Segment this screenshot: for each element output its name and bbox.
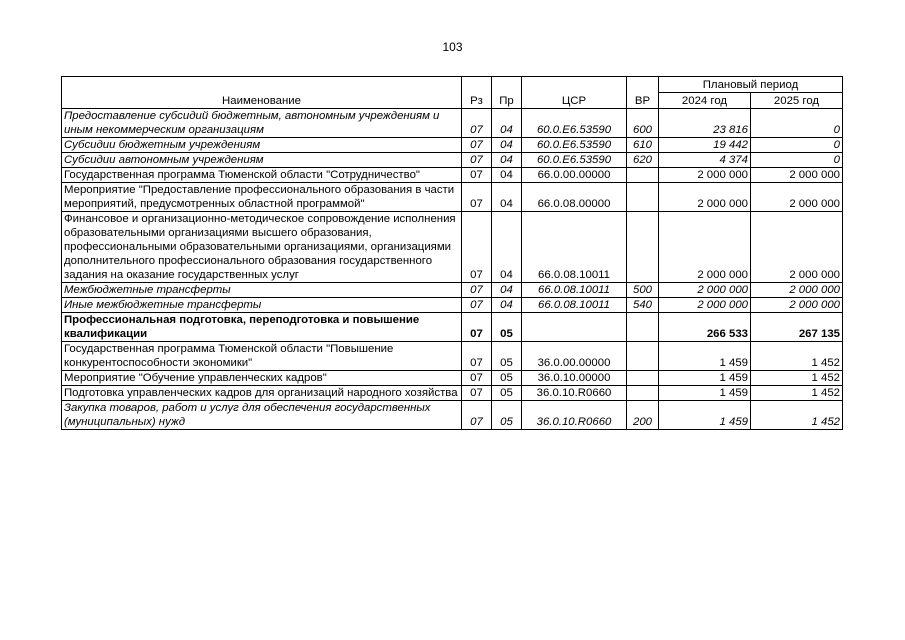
cell-2024: 19 442 xyxy=(659,138,751,153)
cell-name: Государственная программа Тюменской области "Повышение конкурентоспособности экономики" xyxy=(62,342,462,371)
cell-rz: 07 xyxy=(462,212,492,283)
cell-2025: 1 452 xyxy=(751,386,843,401)
header-planned-period: Плановый период xyxy=(659,77,843,93)
cell-rz: 07 xyxy=(462,138,492,153)
cell-rz: 07 xyxy=(462,386,492,401)
cell-vr: 620 xyxy=(627,153,659,168)
cell-2024: 1 459 xyxy=(659,401,751,430)
table-row xyxy=(62,298,843,313)
cell-2024: 1 459 xyxy=(659,371,751,386)
table-body xyxy=(62,109,843,430)
cell-name: Субсидии автономным учреждениям xyxy=(62,153,462,168)
cell-pr: 04 xyxy=(492,183,522,212)
cell-2025: 2 000 000 xyxy=(751,168,843,183)
cell-2024: 1 459 xyxy=(659,386,751,401)
cell-csr xyxy=(522,313,627,342)
cell-name: Иные межбюджетные трансферты xyxy=(62,298,462,313)
cell-2024: 2 000 000 xyxy=(659,168,751,183)
table-row xyxy=(62,342,843,371)
budget-table xyxy=(61,76,843,430)
cell-csr: 60.0.E6.53590 xyxy=(522,138,627,153)
cell-csr: 60.0.E6.53590 xyxy=(522,153,627,168)
cell-csr: 66.0.08.10011 xyxy=(522,283,627,298)
cell-rz: 07 xyxy=(462,109,492,138)
cell-name: Закупка товаров, работ и услуг для обеспечения государственных (муниципальных) нужд xyxy=(62,401,462,430)
cell-pr: 05 xyxy=(492,313,522,342)
cell-name: Предоставление субсидий бюджетным, автономным учреждениям и иным некоммерческим организациям xyxy=(62,109,462,138)
cell-name: Субсидии бюджетным учреждениям xyxy=(62,138,462,153)
cell-2024: 2 000 000 xyxy=(659,183,751,212)
cell-pr: 04 xyxy=(492,212,522,283)
page-number: 103 xyxy=(442,40,463,54)
cell-2025: 1 452 xyxy=(751,342,843,371)
table-row xyxy=(62,212,843,283)
cell-csr: 66.0.08.10011 xyxy=(522,212,627,283)
cell-rz: 07 xyxy=(462,313,492,342)
cell-name: Профессиональная подготовка, переподготовка и повышение квалификации xyxy=(62,313,462,342)
table-row xyxy=(62,371,843,386)
header-csr: ЦСР xyxy=(522,77,627,109)
cell-name: Финансовое и организационно-методическое сопровождение исполнения образовательными организациями высшего образования, профессиональными образовательными организациями, организациями дополнительного профессионального образования государственного задания на оказание государственных услуг xyxy=(62,212,462,283)
cell-vr xyxy=(627,386,659,401)
cell-rz: 07 xyxy=(462,283,492,298)
table-row xyxy=(62,283,843,298)
cell-name: Мероприятие "Предоставление профессионального образования в части мероприятий, предусмотренных областной программой" xyxy=(62,183,462,212)
cell-rz: 07 xyxy=(462,183,492,212)
cell-pr: 05 xyxy=(492,401,522,430)
cell-pr: 04 xyxy=(492,283,522,298)
cell-pr: 04 xyxy=(492,298,522,313)
cell-csr: 66.0.08.00000 xyxy=(522,183,627,212)
table-row xyxy=(62,109,843,138)
cell-rz: 07 xyxy=(462,168,492,183)
header-vr: ВР xyxy=(627,77,659,109)
cell-vr: 540 xyxy=(627,298,659,313)
header-pr: Пр xyxy=(492,77,522,109)
cell-2025: 2 000 000 xyxy=(751,283,843,298)
cell-name: Межбюджетные трансферты xyxy=(62,283,462,298)
cell-csr: 36.0.10.R0660 xyxy=(522,401,627,430)
cell-vr: 600 xyxy=(627,109,659,138)
header-name: Наименование xyxy=(62,77,462,109)
cell-2025: 2 000 000 xyxy=(751,183,843,212)
cell-2024: 1 459 xyxy=(659,342,751,371)
cell-2024: 4 374 xyxy=(659,153,751,168)
cell-2025: 1 452 xyxy=(751,401,843,430)
cell-2024: 266 533 xyxy=(659,313,751,342)
table-row xyxy=(62,183,843,212)
cell-vr xyxy=(627,212,659,283)
cell-csr: 66.0.00.00000 xyxy=(522,168,627,183)
cell-csr: 36.0.10.R0660 xyxy=(522,386,627,401)
cell-2024: 2 000 000 xyxy=(659,283,751,298)
cell-name: Мероприятие "Обучение управленческих кадров" xyxy=(62,371,462,386)
cell-csr: 36.0.00.00000 xyxy=(522,342,627,371)
cell-rz: 07 xyxy=(462,342,492,371)
cell-rz: 07 xyxy=(462,153,492,168)
cell-rz: 07 xyxy=(462,298,492,313)
cell-rz: 07 xyxy=(462,371,492,386)
header-rz: Рз xyxy=(462,77,492,109)
cell-2025: 267 135 xyxy=(751,313,843,342)
cell-name: Подготовка управленческих кадров для организаций народного хозяйства xyxy=(62,386,462,401)
cell-name: Государственная программа Тюменской области "Сотрудничество" xyxy=(62,168,462,183)
cell-vr xyxy=(627,371,659,386)
cell-csr: 36.0.10.00000 xyxy=(522,371,627,386)
cell-pr: 04 xyxy=(492,138,522,153)
cell-vr xyxy=(627,342,659,371)
header-year-2025: 2025 год xyxy=(751,93,843,109)
table-row xyxy=(62,313,843,342)
cell-vr xyxy=(627,313,659,342)
cell-2025: 0 xyxy=(751,138,843,153)
cell-pr: 05 xyxy=(492,342,522,371)
table-row xyxy=(62,153,843,168)
cell-vr: 200 xyxy=(627,401,659,430)
cell-pr: 04 xyxy=(492,168,522,183)
cell-pr: 04 xyxy=(492,153,522,168)
cell-csr: 60.0.E6.53590 xyxy=(522,109,627,138)
cell-2025: 1 452 xyxy=(751,371,843,386)
cell-2024: 23 816 xyxy=(659,109,751,138)
cell-vr xyxy=(627,168,659,183)
cell-rz: 07 xyxy=(462,401,492,430)
cell-pr: 05 xyxy=(492,371,522,386)
cell-pr: 04 xyxy=(492,109,522,138)
cell-csr: 66.0.08.10011 xyxy=(522,298,627,313)
table-row xyxy=(62,401,843,430)
cell-pr: 05 xyxy=(492,386,522,401)
cell-vr: 500 xyxy=(627,283,659,298)
table-row xyxy=(62,168,843,183)
cell-vr xyxy=(627,183,659,212)
cell-2024: 2 000 000 xyxy=(659,298,751,313)
cell-2025: 0 xyxy=(751,153,843,168)
cell-2025: 2 000 000 xyxy=(751,298,843,313)
cell-2025: 0 xyxy=(751,109,843,138)
cell-2024: 2 000 000 xyxy=(659,212,751,283)
cell-2025: 2 000 000 xyxy=(751,212,843,283)
table-row xyxy=(62,138,843,153)
table-row xyxy=(62,386,843,401)
header-year-2024: 2024 год xyxy=(659,93,751,109)
cell-vr: 610 xyxy=(627,138,659,153)
